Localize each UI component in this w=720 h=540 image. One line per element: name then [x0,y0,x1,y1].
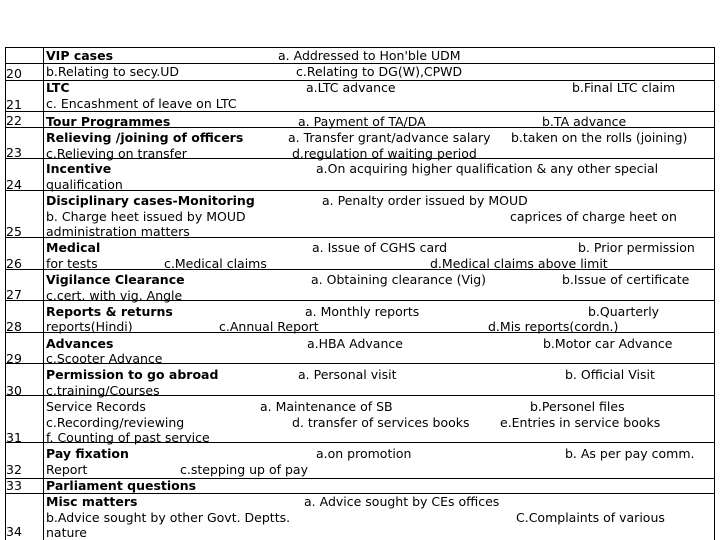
column-divider [43,47,44,540]
subject-item: a.LTC advance [306,80,396,95]
subject-item: c.Relieving on transfer [46,146,187,161]
row-divider [5,111,715,112]
subject-item: b.Advice sought by other Govt. Deptts. [46,510,291,525]
row-number: 26 [6,256,22,271]
subject-item: a. Transfer grant/advance salary [288,130,491,145]
subject-title: Tour Programmes [46,114,171,129]
subject-item: C.Complaints of various [516,510,665,525]
subject-title: Parliament questions [46,478,197,493]
subject-item: a. Issue of CGHS card [312,240,448,255]
subject-title: Advances [46,336,114,351]
subject-item: b. Official Visit [565,367,655,382]
row-number: 30 [6,383,22,398]
subject-item: Report [46,462,88,477]
subject-item: c.cert. with vig. Angle [46,288,183,303]
subject-item: a.on promotion [316,446,412,461]
subject-item: f. Counting of past service [46,430,210,445]
subject-title: Reports & returns [46,304,173,319]
row-number: 24 [6,177,22,192]
subject-item: c.stepping up of pay [180,462,308,477]
row-divider [5,269,715,270]
subject-title: Permission to go abroad [46,367,219,382]
subject-item: a. Penalty order issued by MOUD [322,193,528,208]
subject-item: a. Advice sought by CEs offices [304,494,500,509]
subject-item: a. Payment of TA/DA [298,114,426,129]
row-number: 20 [6,66,22,81]
subject-item: c.training/Courses [46,383,160,398]
subject-item: nature [46,525,87,540]
subject-item: b. Charge heet issued by MOUD [46,209,246,224]
subject-item: d.Medical claims above limit [430,256,608,271]
row-number: 21 [6,97,22,112]
subject-item: b. As per pay comm. [565,446,695,461]
subject-title: Vigilance Clearance [46,272,185,287]
row-number: 22 [6,113,22,128]
subject-item: c.Recording/reviewing [46,415,185,430]
subject-item: a.On acquiring higher qualification & any other special [316,161,659,176]
row-number: 28 [6,319,22,334]
subject-title: Incentive [46,161,112,176]
subject-title: Medical [46,240,101,255]
subject-item: administration matters [46,224,190,239]
subject-item: a. Personal visit [298,367,397,382]
subject-title: LTC [46,80,70,95]
subject-item: b.Personel files [530,399,625,414]
subject-item: b.Motor car Advance [543,336,673,351]
subject-item: a. Addressed to Hon'ble UDM [278,48,461,63]
row-number: 31 [6,430,22,445]
row-number: 34 [6,524,22,539]
subject-item: c.Medical claims [164,256,267,271]
subject-item: b.Relating to secy.UD [46,64,180,79]
subject-title: Pay fixation [46,446,129,461]
row-number: 25 [6,224,22,239]
subject-title: Service Records [46,399,146,414]
subject-item: c.Relating to DG(W),CPWD [296,64,463,79]
subject-item: b. Prior permission [578,240,695,255]
subject-item: b.Issue of certificate [562,272,690,287]
subject-item: a.HBA Advance [307,336,403,351]
subject-item: reports(Hindi) [46,319,133,334]
subject-title: Relieving /joining of officers [46,130,244,145]
subject-item: a. Monthly reports [305,304,420,319]
row-number: 33 [6,478,22,493]
subject-item: e.Entries in service books [500,415,661,430]
subject-item: c.Annual Report [219,319,319,334]
subject-item: c. Encashment of leave on LTC [46,96,237,111]
subject-title: VIP cases [46,48,114,63]
subject-item: c.Scooter Advance [46,351,163,366]
subject-item: qualification [46,177,123,192]
subject-item: b.TA advance [542,114,627,129]
subject-item: b.Quarterly [588,304,660,319]
subject-item: a. Obtaining clearance (Vig) [311,272,487,287]
row-number: 23 [6,145,22,160]
table-right-border [714,47,715,540]
subject-title: Misc matters [46,494,138,509]
subject-item: for tests [46,256,98,271]
subject-item: b.taken on the rolls (joining) [511,130,688,145]
row-number: 32 [6,462,22,477]
row-number: 27 [6,287,22,302]
subject-item: caprices of charge heet on [510,209,677,224]
subject-item: b.Final LTC claim [572,80,676,95]
subject-title: Disciplinary cases-Monitoring [46,193,255,208]
subject-item: a. Maintenance of SB [260,399,393,414]
row-number: 29 [6,351,22,366]
subject-item: d. transfer of services books [292,415,470,430]
subject-item: d.Mis reports(cordn.) [488,319,619,334]
subject-item: d.regulation of waiting period [292,146,477,161]
